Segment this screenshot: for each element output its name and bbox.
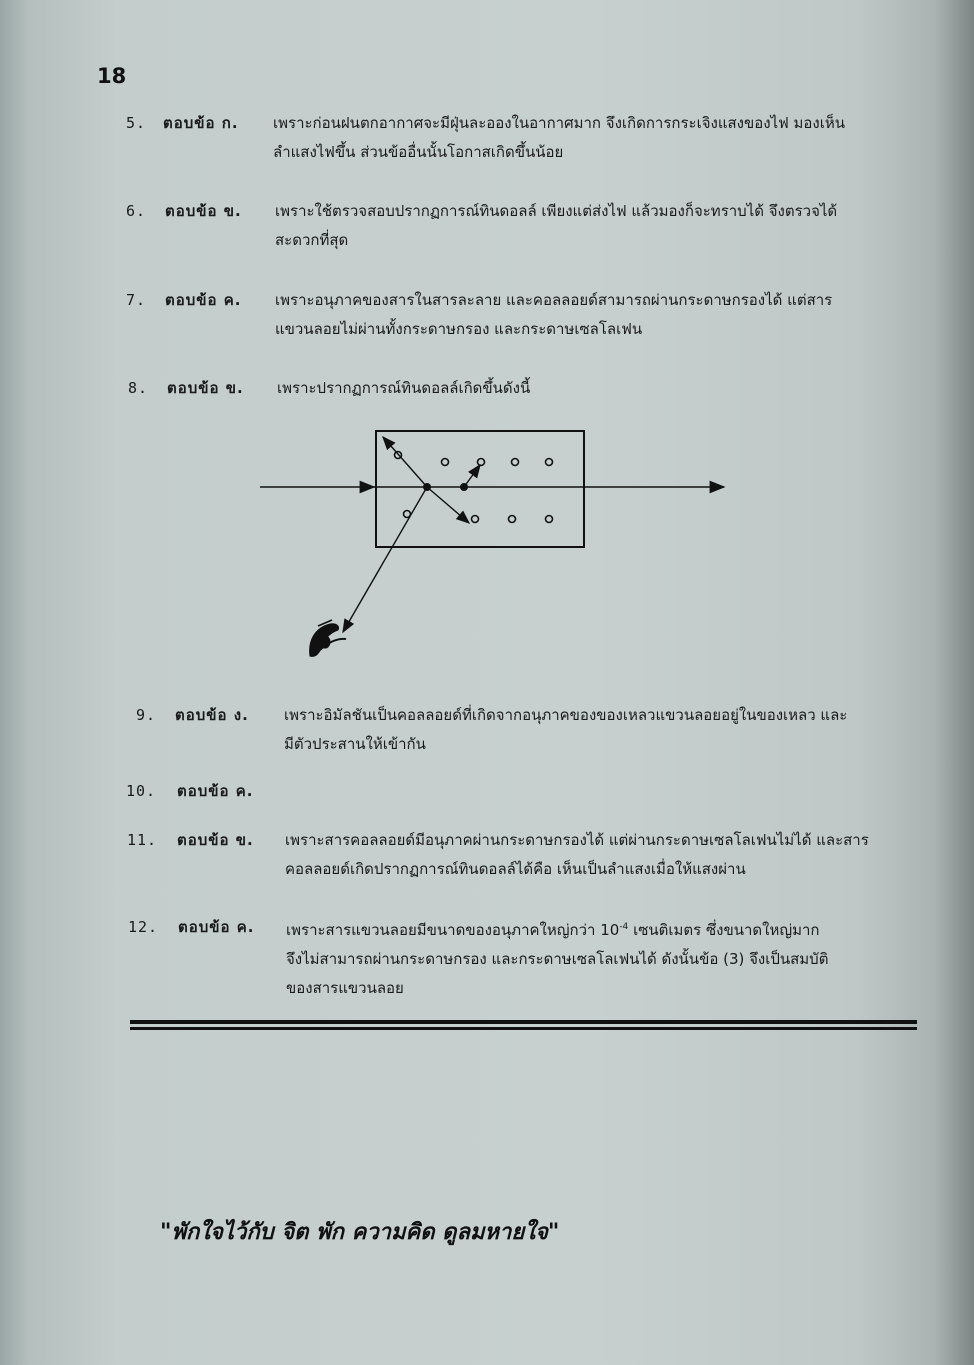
answer-number: 12.	[128, 918, 159, 936]
answer-line: มีตัวประสานให้เข้ากัน	[284, 735, 426, 753]
answer-line: แขวนลอยไม่ผ่านทั้งกระดาษกรอง และกระดาษเซลโลเฟน	[275, 320, 643, 338]
container-box	[376, 431, 584, 547]
answer-number: 5.	[125, 114, 146, 132]
answer-line: เพราะอนุภาคของสารในสารละลาย และคอลลอยด์สามารถผ่านกระดาษกรองได้ แต่สาร	[275, 291, 833, 309]
answer-text	[277, 374, 917, 403]
answer-line-part: เพราะสารแขวนลอยมีขนาดของอนุภาคใหญ่กว่า 10	[286, 921, 620, 939]
answer-line: เพราะปรากฏการณ์ทินดอลล์เกิดขึ้นดังนี้	[277, 379, 531, 397]
answer-label: ตอบข้อ ค.	[177, 782, 254, 800]
section-divider	[130, 1020, 917, 1030]
eye-icon	[310, 620, 346, 656]
answer-number: 6.	[125, 202, 146, 220]
answer-line: เพราะสารคอลลอยด์มีอนุภาคผ่านกระดาษกรองได้ แต่ผ่านกระดาษเซลโลเฟนไม่ได้ และสาร	[285, 831, 869, 849]
answer-text	[284, 701, 914, 759]
answer-label: ตอบข้อ ข.	[177, 831, 254, 849]
answer-number: 9.	[135, 706, 156, 724]
scattering-particle	[423, 483, 431, 491]
answer-number: 7.	[125, 291, 146, 309]
scattered-ray-up	[383, 437, 427, 487]
scattered-ray-down	[427, 487, 469, 523]
answer-line-part: เซนติเมตร ซึ่งขนาดใหญ่มาก	[628, 921, 820, 939]
answer-line: เพราะอิมัลชันเป็นคอลลอยด์ที่เกิดจากอนุภาคของของเหลวแขวนลอยอยู่ในของเหลว และ	[284, 706, 848, 724]
scattered-ray-second	[464, 465, 480, 487]
answer-line: สะดวกที่สุด	[275, 231, 349, 249]
answer-number: 11.	[127, 831, 158, 849]
scattering-particle	[460, 483, 468, 491]
answer-label: ตอบข้อ ข.	[165, 202, 242, 220]
answer-label: ตอบข้อ ค.	[178, 918, 255, 936]
answer-label: ตอบข้อ ก.	[163, 114, 239, 132]
answer-label: ตอบข้อ ข.	[167, 379, 244, 397]
answer-line: เพราะใช้ตรวจสอบปรากฏการณ์ทินดอลล์ เพียงแต่ส่งไฟ แล้วมองก็จะทราบได้ จึงตรวจได้	[275, 202, 838, 220]
answer-label: ตอบข้อ ค.	[165, 291, 242, 309]
answer-line	[286, 913, 896, 945]
tyndall-effect-diagram	[250, 420, 740, 670]
answer-text	[286, 913, 896, 1003]
footer-motto: "พักใจไว้กับ จิต พัก ความคิด ดูลมหายใจ"	[160, 1220, 560, 1245]
answer-line: คอลลอยด์เกิดปรากฏการณ์ทินดอลล์ได้คือ เห็นเป็นลำแสงเมื่อให้แสงผ่าน	[285, 860, 746, 878]
answer-line: จึงไม่สามารถผ่านกระดาษกรอง และกระดาษเซลโลเฟนได้ ดังนั้นข้อ (3) จึงเป็นสมบัติ	[286, 950, 829, 968]
page-number: 18	[97, 64, 127, 88]
answer-text	[275, 197, 915, 255]
answer-line: เพราะก่อนฝนตกอากาศจะมีฝุ่นละอองในอากาศมาก จึงเกิดการกระเจิงแสงของไฟ มองเห็น	[273, 114, 845, 132]
answer-line: ลำแสงไฟขึ้น ส่วนข้ออื่นนั้นโอกาสเกิดขึ้นน้อย	[273, 143, 564, 161]
answer-text	[275, 286, 915, 344]
answer-text	[273, 109, 913, 167]
scattered-ray-to-eye	[343, 487, 427, 632]
answer-number: 10.	[126, 782, 157, 800]
answer-line: ของสารแขวนลอย	[286, 979, 404, 997]
answer-number: 8.	[127, 379, 148, 397]
answer-label: ตอบข้อ ง.	[175, 706, 249, 724]
exponent: -4	[619, 922, 629, 932]
answer-text	[285, 826, 915, 884]
